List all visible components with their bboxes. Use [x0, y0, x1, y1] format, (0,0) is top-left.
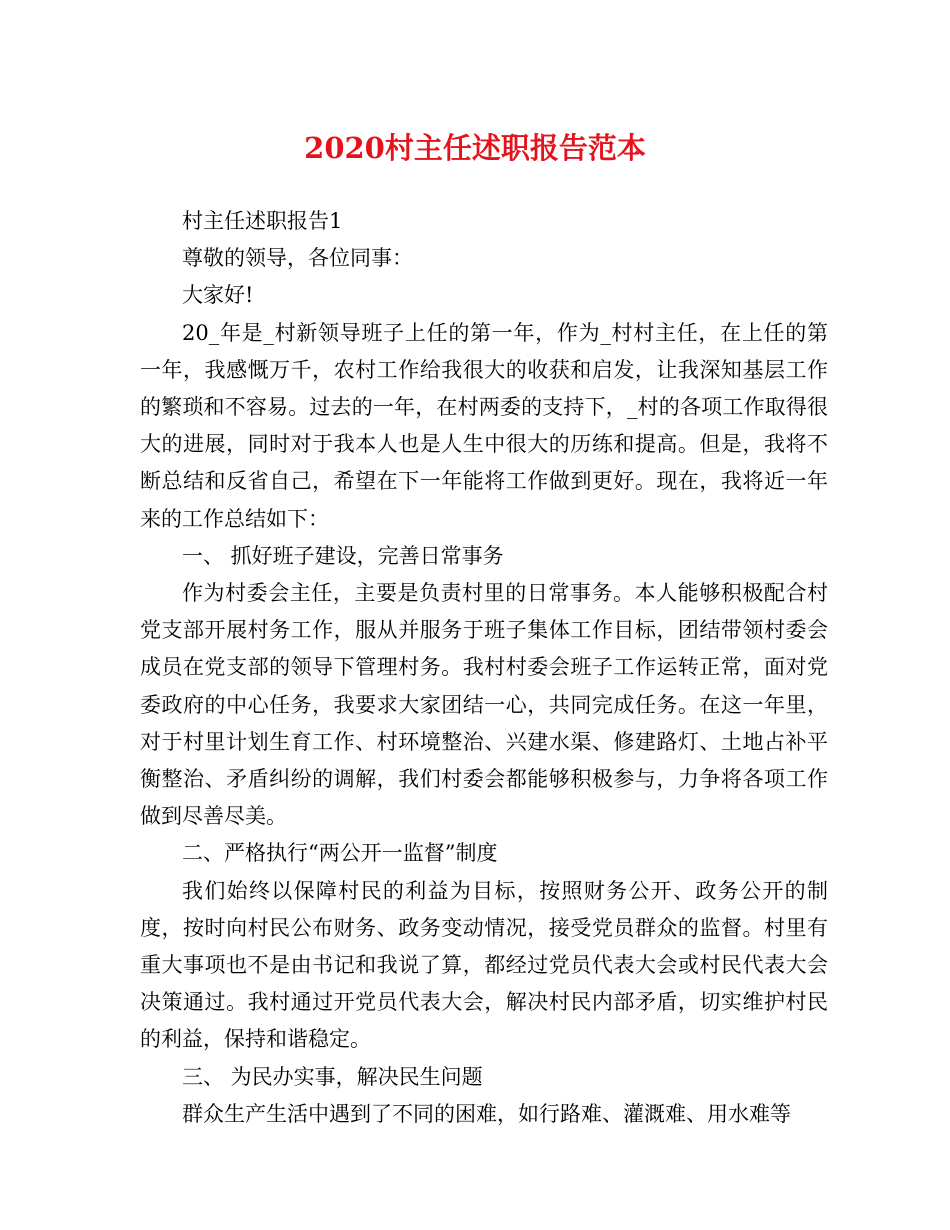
document-title: 2020村主任述职报告范本	[304, 131, 646, 165]
section-heading-3: 三、 为民办实事，解决民生问题	[182, 1064, 483, 1089]
greeting: 大家好!	[182, 283, 254, 308]
section-heading-1: 一、 抓好班子建设，完善日常事务	[182, 543, 504, 568]
section-2-paragraph: 我们始终以保障村民的利益为目标，按照财务公开、政务公开的制度，按时向村民公布财务、政务变动情况，接受党员群众的监督。村里有重大事项也不是由书记和我说了算，都经过党员代表大会或村民代表大会决策通过。我村通过开党员代表大会，解决村民内部矛盾，切实维护村民的利益，保持和谐稳定。	[140, 878, 828, 1052]
section-heading-2: 二、严格执行“两公开一监督”制度	[182, 841, 498, 866]
section-1-paragraph: 作为村委会主任，主要是负责村里的日常事务。本人能够积极配合村党支部开展村务工作，服从并服务于班子集体工作目标，团结带领村委会成员在党支部的领导下管理村务。我村村委会班子工作运转正常，面对党委政府的中心任务，我要求大家团结一心，共同完成任务。在这一年里，对于村里计划生育工作、村环境整治、兴建水渠、修建路灯、土地占补平衡整治、矛盾纠纷的调解，我们村委会都能够积极参与，力争将各项工作做到尽善尽美。	[140, 581, 828, 829]
section-3-paragraph: 群众生产生活中遇到了不同的困难，如行路难、灌溉难、用水难等	[182, 1101, 791, 1126]
document-body	[140, 203, 828, 1133]
intro-paragraph: 20_年是_村新领导班子上任的第一年，作为_村村主任，在上任的第一年，我感慨万千，农村工作给我很大的收获和启发，让我深知基层工作的繁琐和不容易。过去的一年，在村两委的支持下，_村的各项工作取得很大的进展，同时对于我本人也是人生中很大的历练和提高。但是，我将不断总结和反省自己，希望在下一年能将工作做到更好。现在，我将近一年来的工作总结如下：	[140, 320, 828, 531]
salutation: 尊敬的领导，各位同事：	[182, 246, 413, 271]
report-subtitle: 村主任述职报告1	[182, 209, 343, 233]
